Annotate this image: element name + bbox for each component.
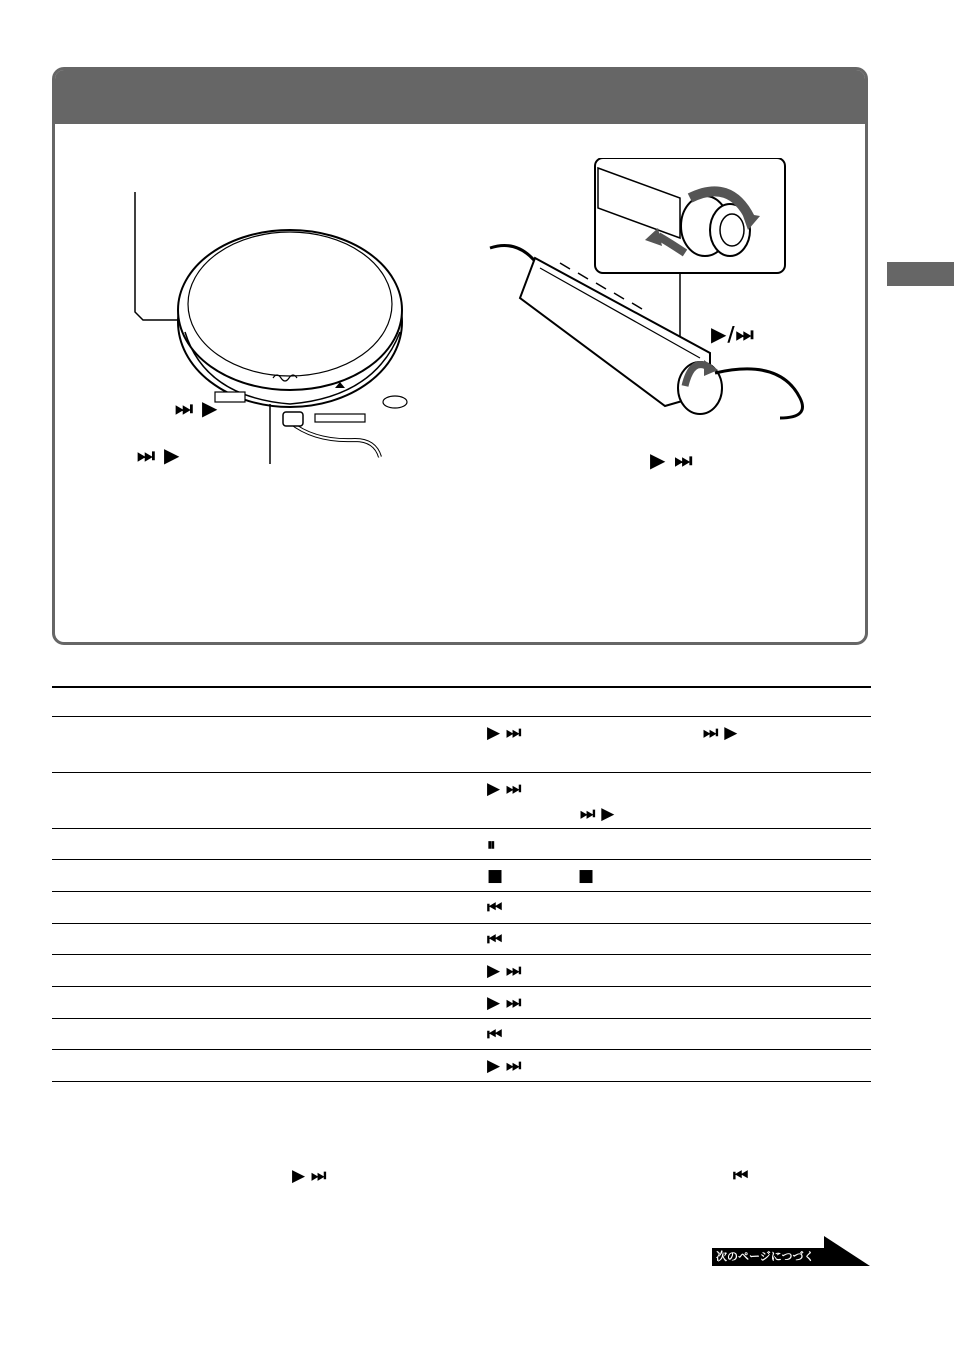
- continue-next-page-marker: [712, 1236, 870, 1266]
- table-row-1-symbol-a: ▶ ⏭: [487, 723, 522, 743]
- diagram-left-label-1: ⏭ ▶: [175, 396, 219, 420]
- table-row-rule: [52, 891, 871, 892]
- table-row-1-symbol-b: ⏭ ▶: [703, 723, 738, 743]
- diagram-right-label-2: ▶ ⏭: [650, 448, 694, 472]
- table-bottom-rule: [52, 1081, 871, 1082]
- table-row-rule: [52, 954, 871, 955]
- remote-control-illustration: [480, 158, 860, 448]
- section-side-tab: [887, 262, 954, 286]
- table-row-10-symbol-a: ▶ ⏭: [487, 1056, 522, 1076]
- table-row-2-symbol-a: ▶ ⏭: [487, 779, 522, 799]
- footnote-symbol-2: ⏮: [733, 1166, 749, 1186]
- cd-player-illustration: [115, 182, 455, 472]
- table-header-rule: [52, 716, 871, 717]
- footnote-symbol-1: ▶ ⏭: [292, 1166, 327, 1186]
- table-row-5-symbol-a: ⏮: [487, 898, 503, 918]
- table-row-8-symbol-a: ▶ ⏭: [487, 993, 522, 1013]
- table-row-4-symbol-b: ■: [578, 866, 595, 886]
- table-row-rule: [52, 1018, 871, 1019]
- diagram-left-label-2: ⏭ ▶: [137, 443, 181, 467]
- table-row-9-symbol-a: ⏮: [487, 1025, 503, 1045]
- table-row-6-symbol-a: ⏮: [487, 930, 503, 950]
- table-row-rule: [52, 828, 871, 829]
- table-row-rule: [52, 772, 871, 773]
- table-row-3-symbol-a: ⏸: [487, 835, 496, 855]
- table-row-rule: [52, 923, 871, 924]
- table-row-rule: [52, 986, 871, 987]
- table-row-4-symbol-a: ■: [487, 866, 504, 886]
- diagram-right-label-1: ▶/⏭: [711, 322, 755, 346]
- panel-header-bar: [55, 70, 865, 124]
- table-row-rule: [52, 859, 871, 860]
- instruction-panel: [52, 67, 868, 645]
- table-row-2-symbol-b: ⏭ ▶: [580, 804, 615, 824]
- continue-label: 次のページにつづく: [716, 1250, 815, 1263]
- table-row-rule: [52, 1049, 871, 1050]
- table-top-rule: [52, 686, 871, 688]
- table-row-7-symbol-a: ▶ ⏭: [487, 961, 522, 981]
